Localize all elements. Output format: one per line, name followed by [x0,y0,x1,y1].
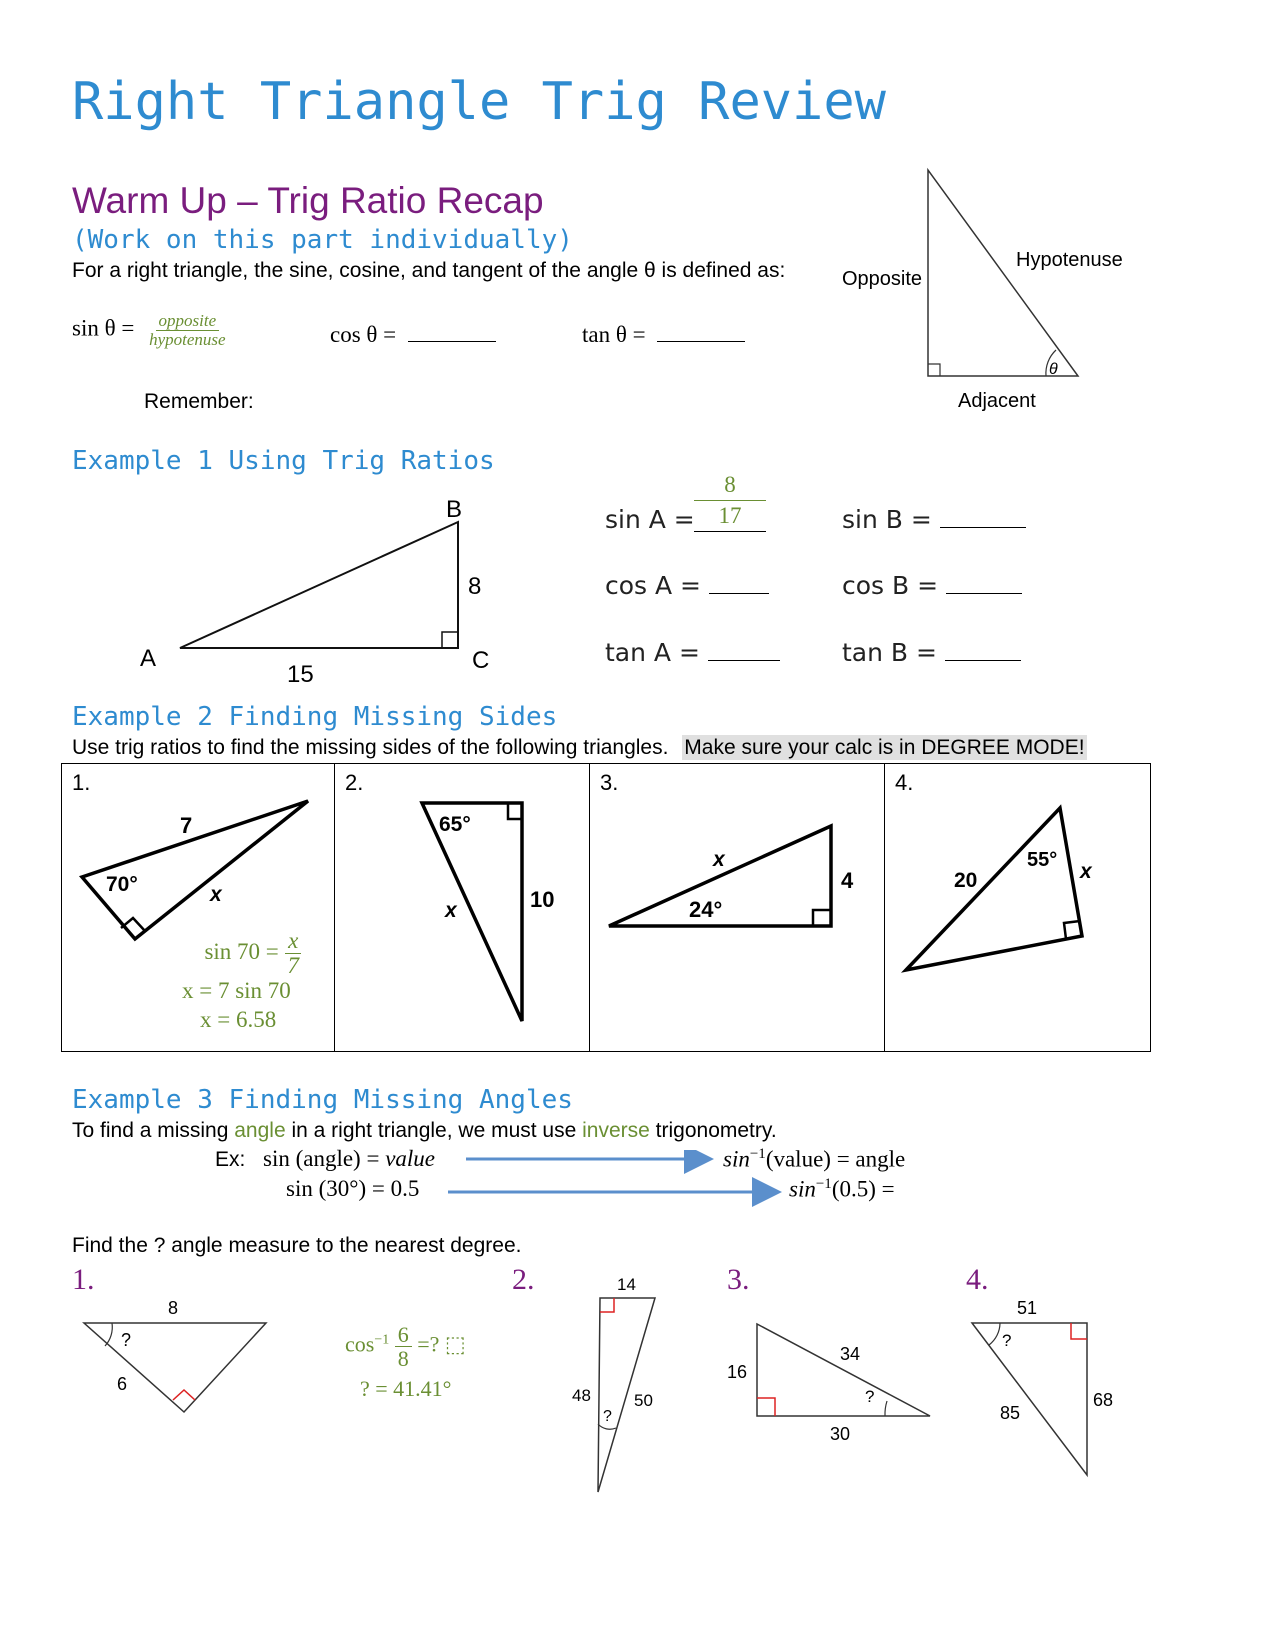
problem3-bottom: 30 [830,1424,851,1444]
cell1-shape [82,801,308,939]
right-angle-mark [508,803,522,819]
tan-label: tan θ = [582,322,646,347]
cell3-triangle [597,809,882,939]
problem1-work-den: 8 [397,1346,409,1372]
warmup-intro: For a right triangle, the sine, cosine, and tangent of the angle θ is defined as: [72,259,786,282]
cell1-work-den: 7 [287,953,299,979]
cell1-work [192,929,302,978]
intro-text-2: in a right triangle, we must use [285,1119,583,1142]
problem2-q: ? [603,1408,612,1425]
problem3-number: 3. [727,1263,750,1296]
cell2-side: 10 [530,887,555,912]
right-angle-mark [813,910,831,926]
problem2-top: 14 [617,1275,636,1294]
cosA-blank[interactable] [709,593,769,594]
degree-mode-note: Make sure your calc is in DEGREE MODE! [684,736,1085,759]
tanB-label: tan B = [842,638,937,667]
side-ac-label: 15 [287,661,314,688]
cell1-side: 7 [180,813,193,838]
tanB-blank[interactable] [945,660,1021,661]
tan-blank[interactable] [657,341,745,342]
problem4-right: 68 [1093,1390,1114,1410]
ex-label: Ex: [215,1148,246,1171]
cell2-unknown: x [445,899,457,922]
problem2-triangle [560,1270,680,1500]
ex2-right-text: (0.5) = [831,1176,895,1202]
problem4-shape [972,1323,1087,1475]
triangle-abc [180,522,458,648]
intro-text-3: trigonometry. [649,1119,777,1142]
ex2-left: sin (30°) = 0.5 [286,1176,420,1201]
cosB-label: cos B = [842,571,939,600]
sinB-label: sin B = [842,505,932,534]
problem1-left: 6 [117,1374,128,1394]
find-angle-text: Find the ? angle measure to the nearest degree. [72,1234,522,1257]
cell3-unknown: x [713,848,725,871]
problem1-work-fn: cos [345,1331,375,1357]
ex1-right-exp: −1 [749,1146,766,1162]
cell1-work-line2: x = 7 sin 70 [182,978,291,1003]
sinA-label: sin A = [605,505,695,534]
cell1-triangle [72,789,332,949]
cell4-side: 20 [954,869,978,892]
sinB-blank[interactable] [940,527,1026,528]
cell2-angle: 65° [439,813,471,836]
reference-triangle-shape [928,170,1078,376]
problem3-shape [757,1324,930,1416]
sinA-denominator: 17 [694,500,766,532]
intro-text-1: To find a missing [72,1119,235,1142]
cosB-blank[interactable] [946,593,1022,594]
sin-denominator: hypotenuse [149,329,226,349]
right-angle-mark [1071,1323,1087,1339]
remember-label: Remember: [144,390,254,413]
problem1-q: ? [121,1330,132,1350]
problem1-work [345,1323,466,1370]
tanA-blank[interactable] [708,660,780,661]
cell4-shape [906,808,1082,970]
cosB-row [842,571,1022,600]
sinA-row [605,505,695,534]
tanA-label: tan A = [605,638,700,667]
cell3-angle: 24° [689,897,723,922]
cell4-triangle [892,794,1147,984]
problem1-top: 8 [168,1298,179,1318]
theta-label: θ [1049,361,1058,378]
sinA-answer [694,470,766,532]
problem1-number: 1. [72,1263,95,1296]
intro-inverse-word: inverse [582,1119,650,1142]
sin-label: sin θ = [72,315,135,341]
right-angle-mark [928,364,940,376]
problem3-triangle [720,1310,950,1450]
cell1-work-line1 [192,929,302,978]
problem4-hyp: 85 [1000,1403,1021,1423]
warmup-heading: Warm Up – Trig Ratio Recap [72,180,544,221]
example1-heading: Example 1 Using Trig Ratios [72,446,495,476]
cell3-number: 3. [600,770,619,795]
problem1-triangle [70,1295,290,1425]
cell2-number: 2. [345,770,364,795]
cell2-triangle [342,789,582,1029]
inverse-arrows [440,1150,800,1210]
cell2-shape [422,803,522,1021]
ex1-right-text: (value) = angle [765,1146,906,1172]
example2-table [61,763,1151,1052]
sinA-numerator: 8 [724,472,736,497]
cosA-label: cos A = [605,571,702,600]
example2-instructions [72,736,1087,760]
side-bc-label: 8 [468,573,482,600]
ex1-right-fn: sin [723,1146,750,1172]
problem3-left: 16 [727,1362,748,1382]
adjacent-label: Adjacent [958,390,1036,412]
cell1-work-num: x [285,929,301,954]
tanB-row [842,638,1021,667]
vertex-b: B [446,496,463,523]
angle-arc [989,1323,1000,1345]
problem3-hyp: 34 [840,1344,861,1364]
cell1-number: 1. [72,770,91,795]
ex1-left-value: value [385,1146,435,1171]
cell4-number: 4. [895,770,914,795]
opposite-label: Opposite [842,268,923,290]
problem4-number: 4. [966,1263,989,1296]
cell1-unknown: x [210,883,222,906]
problem1-work-eq: =? ⬚ [417,1331,466,1357]
problem4-top: 51 [1017,1298,1038,1318]
cell1-work-line3: x = 6.58 [200,1007,277,1032]
hypotenuse-label: Hypotenuse [1016,249,1123,271]
problem1-work-num: 6 [395,1323,412,1347]
cell4-unknown: x [1080,860,1092,883]
ex2-right-exp: −1 [815,1176,832,1192]
sin-numerator: opposite [156,312,220,331]
ex1-left [263,1146,435,1172]
problem1-work-exp: −1 [374,1332,390,1348]
cosA-row [605,571,769,600]
ex2-right [789,1176,895,1203]
cell3-side: 4 [841,868,854,893]
ex1-left-text: sin (angle) = [263,1146,386,1171]
problem3-q: ? [865,1387,875,1406]
cos-definition [330,322,496,348]
ex2-right-fn: sin [789,1176,816,1202]
right-angle-mark [442,632,458,648]
problem2-right: 50 [634,1391,653,1410]
example1-triangle [130,490,510,690]
angle-arc [885,1401,887,1416]
intro-angle-word: angle [234,1119,286,1142]
tan-definition [582,322,745,348]
cos-blank[interactable] [408,341,496,342]
example3-heading: Example 3 Finding Missing Angles [72,1085,573,1115]
vertex-a: A [140,645,157,672]
reference-triangle [830,160,1150,420]
problem4-triangle [960,1295,1130,1485]
right-angle-mark [757,1398,775,1416]
problem1-answer: ? = 41.41° [360,1376,452,1401]
page-title: Right Triangle Trig Review [72,72,886,132]
cell4-angle: 55° [1027,849,1058,871]
problem4-q: ? [1002,1331,1012,1350]
cell1-angle: 70° [106,873,138,896]
cos-label: cos θ = [330,322,397,347]
vertex-c: C [472,647,490,674]
right-angle-mark [600,1298,614,1312]
right-angle-mark [173,1390,195,1400]
problem2-number: 2. [512,1263,535,1296]
tanA-row [605,638,780,667]
sin-definition [72,312,229,349]
problem2-left: 48 [572,1386,591,1405]
example3-intro [72,1119,777,1143]
warmup-subheading: (Work on this part individually) [72,225,573,255]
example2-heading: Example 2 Finding Missing Sides [72,702,558,732]
sinB-row [842,505,1026,534]
cell1-work-lhs: sin 70 = [204,938,279,964]
instructions-text: Use trig ratios to find the missing sides of the following triangles. [72,736,669,759]
